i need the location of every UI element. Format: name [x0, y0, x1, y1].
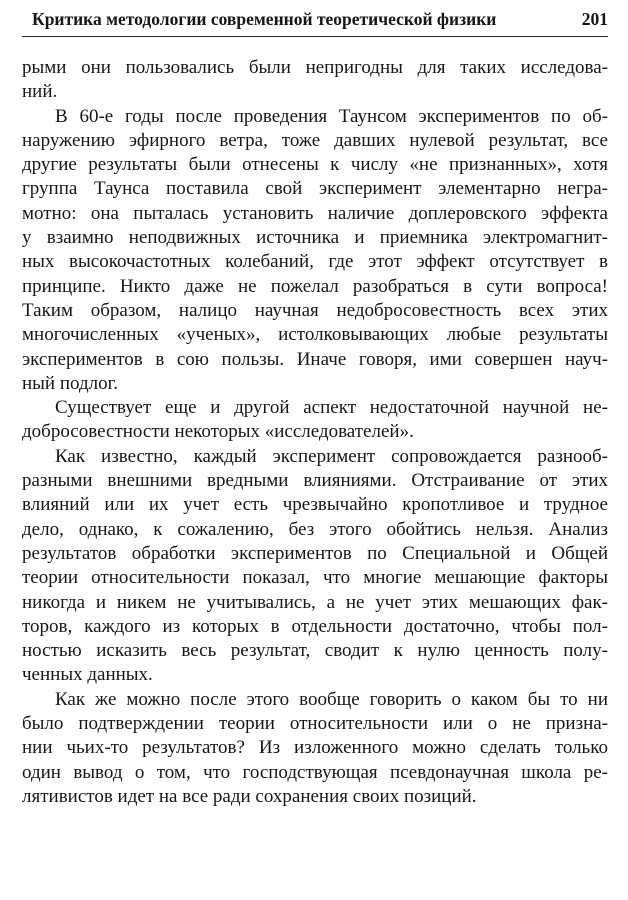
text-line: ний. [22, 81, 58, 103]
text-line: Как известно, каждый эксперимент сопровождается разнооб- [55, 445, 608, 467]
text-line: наружению эфирного ветра, тоже давших нулевой результат, все [22, 129, 608, 151]
text-line: ный подлог. [22, 372, 119, 394]
paragraph [22, 445, 608, 688]
text-line: нии чьих-то результатов? Из изложенного можно сделать только [22, 737, 608, 759]
paragraph [22, 396, 608, 445]
running-title: Критика методологии современной теоретической физики [32, 9, 497, 29]
text-line: было подтверждении теории относительности или о не призна- [22, 713, 608, 735]
text-line: группа Таунса поставила свой эксперимент элементарно негра- [22, 178, 608, 200]
header-rule [22, 36, 608, 37]
text-line: один вывод о том, что господствующая псевдонаучная школа ре- [22, 761, 608, 783]
paragraph [22, 688, 608, 809]
text-line: другие результаты были отнесены к числу «не признанных», хотя [22, 154, 608, 176]
text-line: никогда и никем не учитывались, а не учет этих мешающих фак- [22, 591, 608, 613]
text-line: у взаимно неподвижных источника и приемника электромагнит- [22, 227, 608, 249]
text-line: лятивистов идет на все ради сохранения своих позиций. [22, 785, 477, 807]
page-number: 201 [581, 9, 608, 29]
text-line: Существует еще и другой аспект недостаточной научной не- [55, 397, 608, 419]
text-line: многочисленных «ученых», истолковывающих любые результаты [22, 324, 608, 346]
text-line: ченных данных. [22, 664, 153, 686]
paragraph [22, 105, 608, 397]
text-line: теории относительности показал, что многие мешающие факторы [22, 567, 608, 589]
text-line: принципе. Никто даже не пожелал разобраться в сути вопроса! [22, 275, 608, 297]
text-line: влияний или их учет есть чрезвычайно кропотливое и трудное [22, 494, 608, 516]
text-line: экспериментов в сою пользы. Иначе говоря, ими совершен науч- [22, 348, 608, 370]
paragraph [22, 56, 608, 105]
text-line: добросовестности некоторых «исследователей». [22, 421, 414, 443]
text-line: Как же можно после этого вообще говорить о каком бы то ни [55, 688, 608, 710]
text-line: ностью исказить весь результат, сводит к нулю ценность полу- [22, 640, 608, 662]
text-line: дело, однако, к сожалению, без этого обойтись нельзя. Анализ [22, 518, 608, 540]
text-line: ных высокочастотных колебаний, где этот эффект отсутствует в [22, 251, 608, 273]
text-line: мотно: она пыталась установить наличие доплеровского эффекта [22, 202, 608, 224]
text-line: рыми они пользовались были непригодны для таких исследова- [22, 57, 608, 78]
body-text [22, 56, 608, 809]
text-line: Таким образом, налицо научная недобросовестность всех этих [22, 299, 608, 321]
text-line: разными внешними вредными влияниями. Отстраивание от этих [22, 470, 608, 492]
text-line: В 60-е годы после проведения Таунсом экспериментов по об- [55, 105, 608, 127]
text-line: результатов обработки экспериментов по Специальной и Общей [22, 542, 608, 564]
book-page [22, 6, 608, 807]
text-line: торов, каждого из которых в отдельности достаточно, чтобы пол- [22, 615, 608, 637]
running-header [22, 6, 608, 32]
